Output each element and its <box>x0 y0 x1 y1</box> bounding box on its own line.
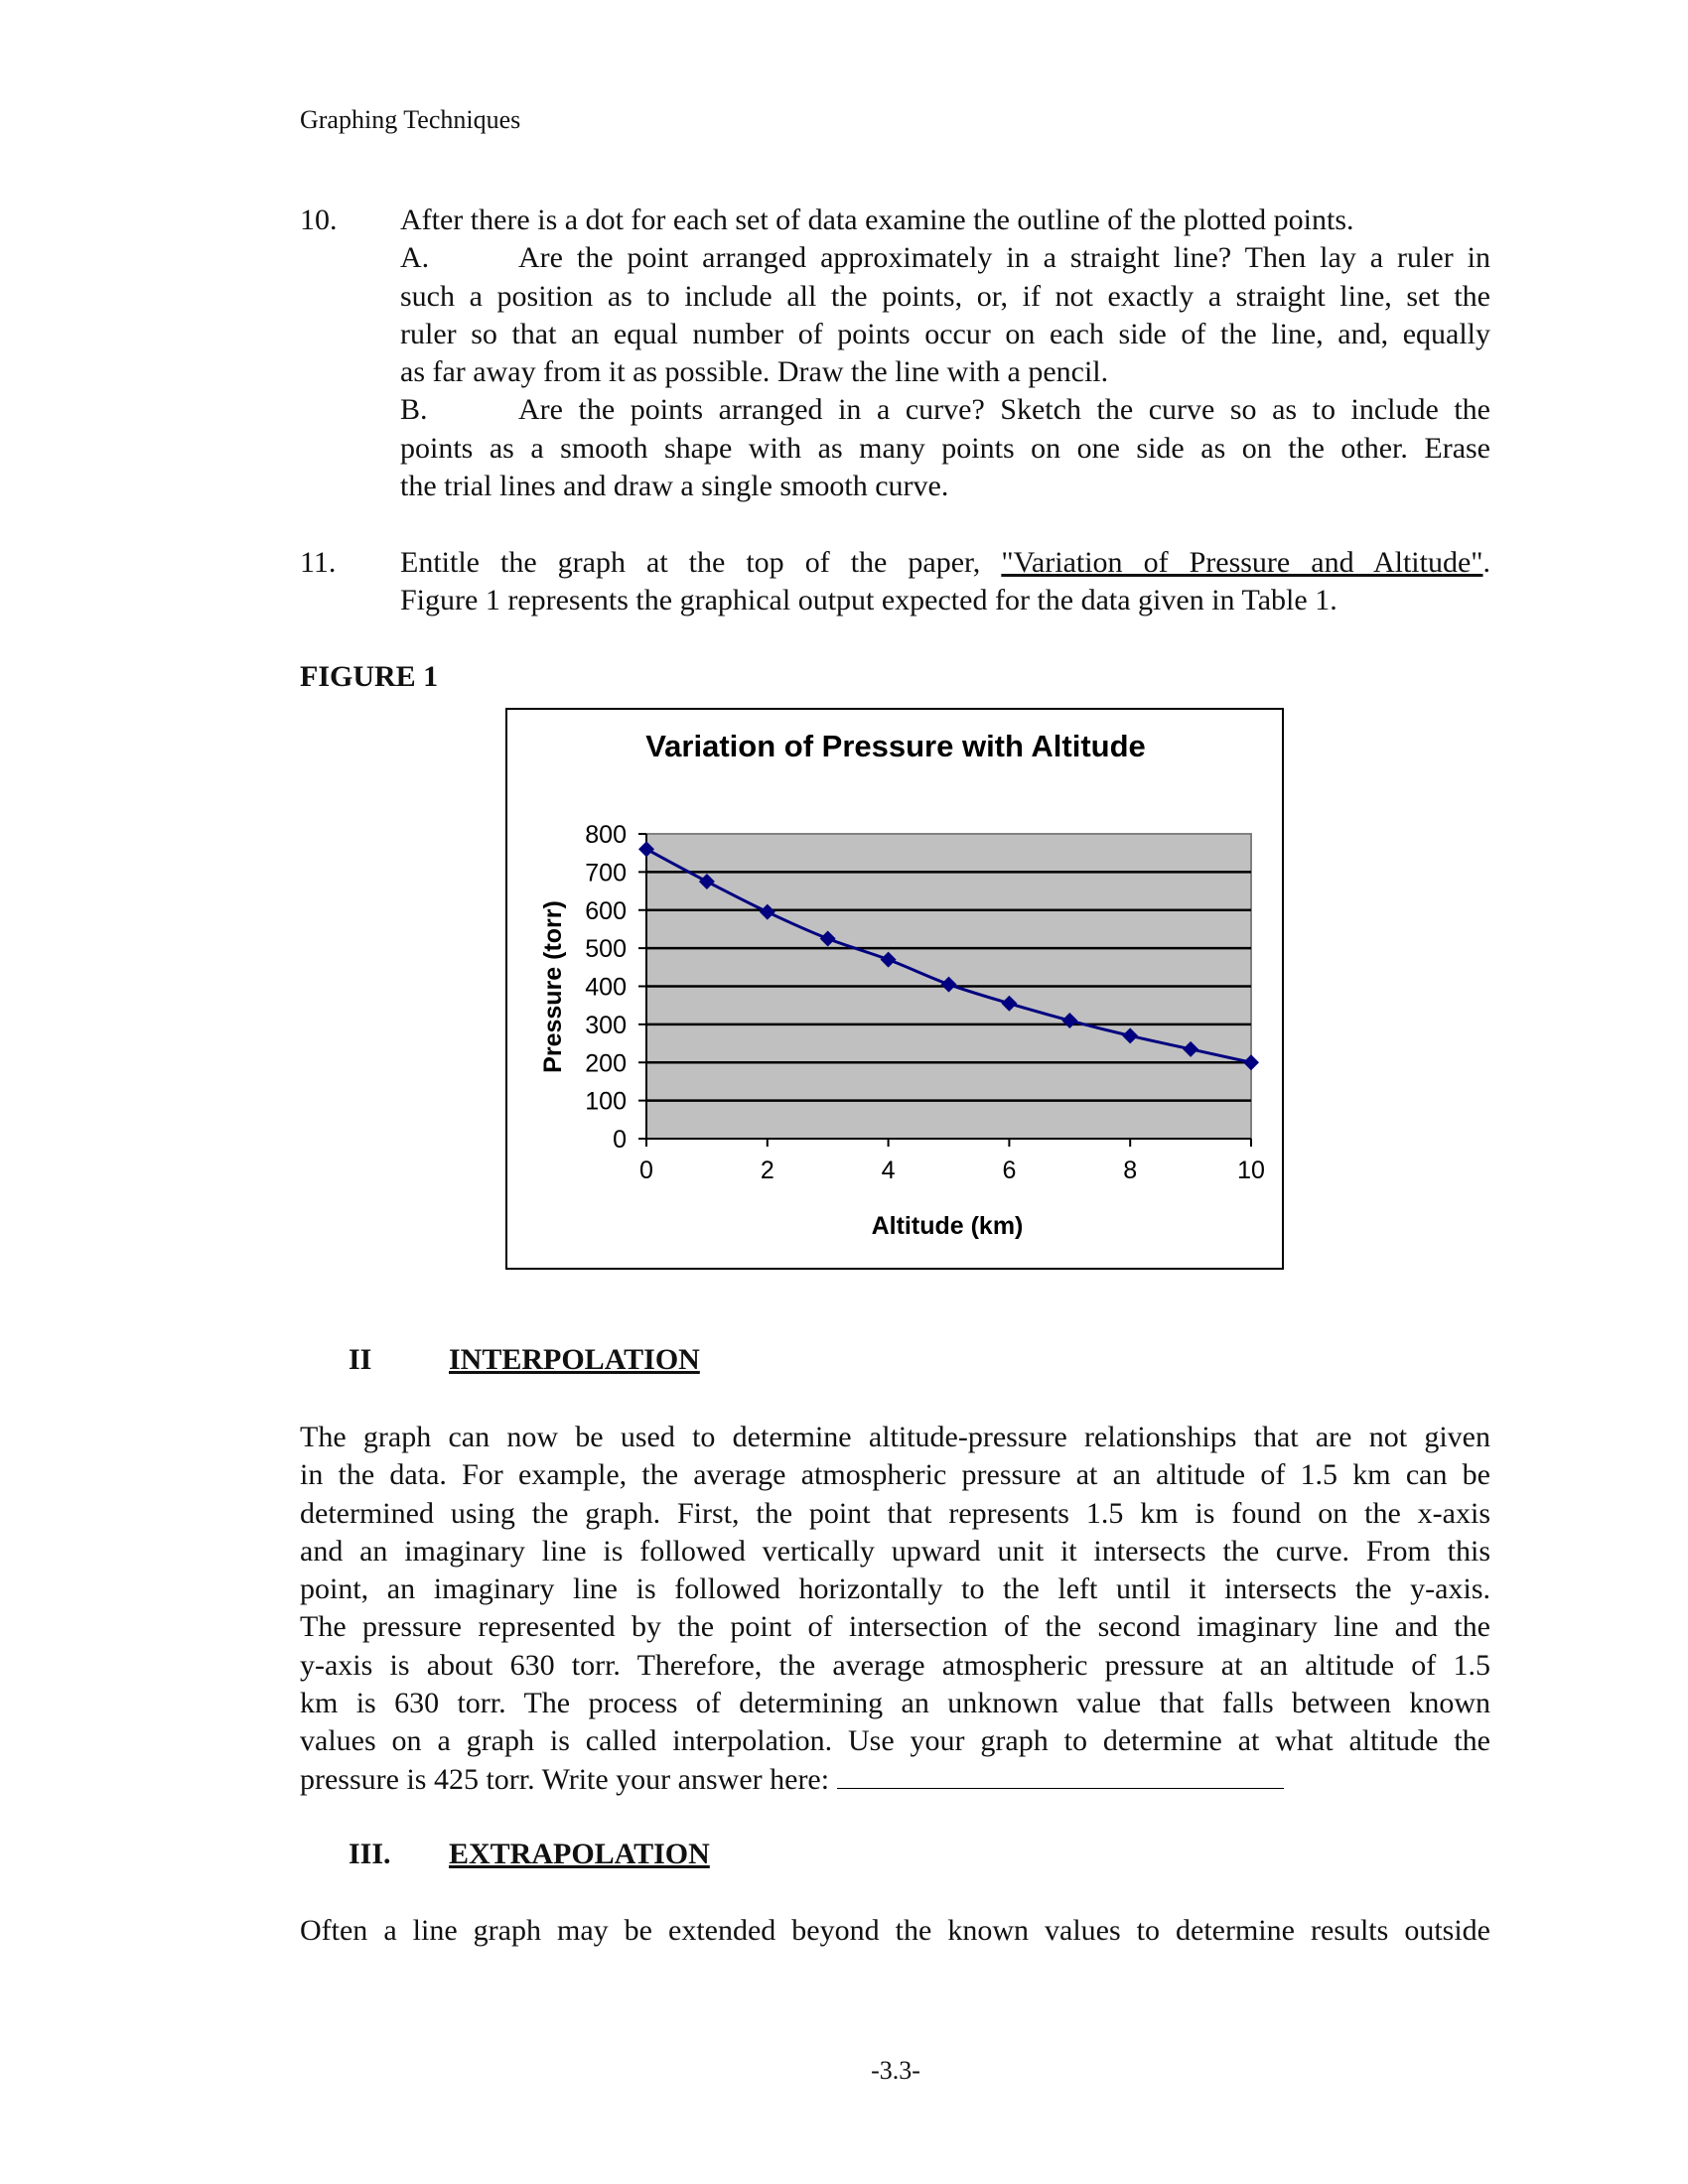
paragraph-line: The pressure represented by the point of intersection of the second imaginary line and the <box>300 1610 1490 1644</box>
y-tick-label: 0 <box>613 1126 627 1154</box>
item-10b-text: Are the points arranged in a curve? Sketch the curve so as to include the <box>518 393 1490 427</box>
paragraph-line: and an imaginary line is followed vertically upward unit it intersects the curve. From this <box>300 1534 1490 1568</box>
y-tick-label: 800 <box>585 821 627 849</box>
paragraph-line: y-axis is about 630 torr. Therefore, the average atmospheric pressure at an altitude of 1.5 <box>300 1648 1490 1682</box>
item-10b-label: B. <box>400 393 428 427</box>
x-tick-label: 6 <box>1002 1157 1017 1184</box>
paragraph-line: in the data. For example, the average atmospheric pressure at an altitude of 1.5 km can be <box>300 1458 1490 1492</box>
item-10b-text: points as a smooth shape with as many points on one side as on the other. Erase <box>400 431 1490 465</box>
item-10a-text: such a position as to include all the points, or, if not exactly a straight line, set the <box>400 279 1490 313</box>
paragraph-line: The graph can now be used to determine altitude-pressure relationships that are not given <box>300 1421 1490 1453</box>
item-10-intro: After there is a dot for each set of data examine the outline of the plotted points. <box>400 204 1354 236</box>
answer-blank[interactable] <box>837 1762 1284 1789</box>
extrapolation-paragraph: Often a line graph may be extended beyond the known values to determine results outside <box>300 1914 1490 1947</box>
item-10a-label: A. <box>400 241 430 275</box>
item-11-line: Figure 1 represents the graphical output expected for the data given in Table 1. <box>400 584 1337 617</box>
y-tick-label: 500 <box>585 935 627 964</box>
x-tick-label: 8 <box>1123 1157 1138 1184</box>
interpolation-paragraph <box>300 1419 1490 1799</box>
page-number: -3.3- <box>871 2056 920 2085</box>
paragraph-line: km is 630 torr. The process of determining an unknown value that falls between known <box>300 1687 1490 1720</box>
y-tick-label: 700 <box>585 859 627 887</box>
item-number-10: 10. <box>300 204 338 236</box>
y-tick-label: 400 <box>585 973 627 1002</box>
x-tick-label: 4 <box>881 1157 896 1184</box>
paragraph-line-last <box>300 1761 1490 1799</box>
section-2-heading: INTERPOLATION <box>449 1343 700 1376</box>
y-tick-label: 200 <box>585 1049 627 1078</box>
x-tick-label: 0 <box>639 1157 653 1184</box>
period: . <box>1482 546 1490 579</box>
item-10a-text: as far away from it as possible. Draw the line with a pencil. <box>400 355 1109 389</box>
section-3-heading: EXTRAPOLATION <box>449 1838 710 1870</box>
x-axis-label: Altitude (km) <box>871 1212 1024 1240</box>
graph-title-quote: "Variation of Pressure and Altitude" <box>1001 546 1483 579</box>
answer-prompt: pressure is 425 torr. Write your answer here: <box>300 1762 830 1796</box>
section-3-numeral: III. <box>349 1838 391 1870</box>
item-10b-text: the trial lines and draw a single smooth curve. <box>400 470 949 503</box>
paragraph-line: determined using the graph. First, the point that represents 1.5 km is found on the x-axis <box>300 1496 1490 1530</box>
item-11-text: Entitle the graph at the top of the paper, <box>400 546 981 579</box>
y-tick-label: 100 <box>585 1087 627 1116</box>
item-10a-text: ruler so that an equal number of points occur on each side of the line, and, equally <box>400 317 1490 350</box>
chart-title: Variation of Pressure with Altitude <box>645 729 1146 763</box>
x-tick-label: 10 <box>1237 1157 1265 1184</box>
x-tick-label: 2 <box>760 1157 774 1184</box>
item-number-11: 11. <box>300 546 337 579</box>
paragraph-line: point, an imaginary line is followed horizontally to the left until it intersects the y-axis. <box>300 1572 1490 1606</box>
y-tick-label: 300 <box>585 1011 627 1039</box>
figure-label: FIGURE 1 <box>300 660 439 693</box>
section-2-numeral: II <box>349 1343 372 1376</box>
item-10a-text: Are the point arranged approximately in a straight line? Then lay a ruler in <box>518 241 1490 275</box>
running-header: Graphing Techniques <box>300 105 521 134</box>
paragraph-line: values on a graph is called interpolation. Use your graph to determine at what altitude the <box>300 1724 1490 1758</box>
y-axis-label: Pressure (torr) <box>539 900 567 1073</box>
y-tick-label: 600 <box>585 896 627 925</box>
